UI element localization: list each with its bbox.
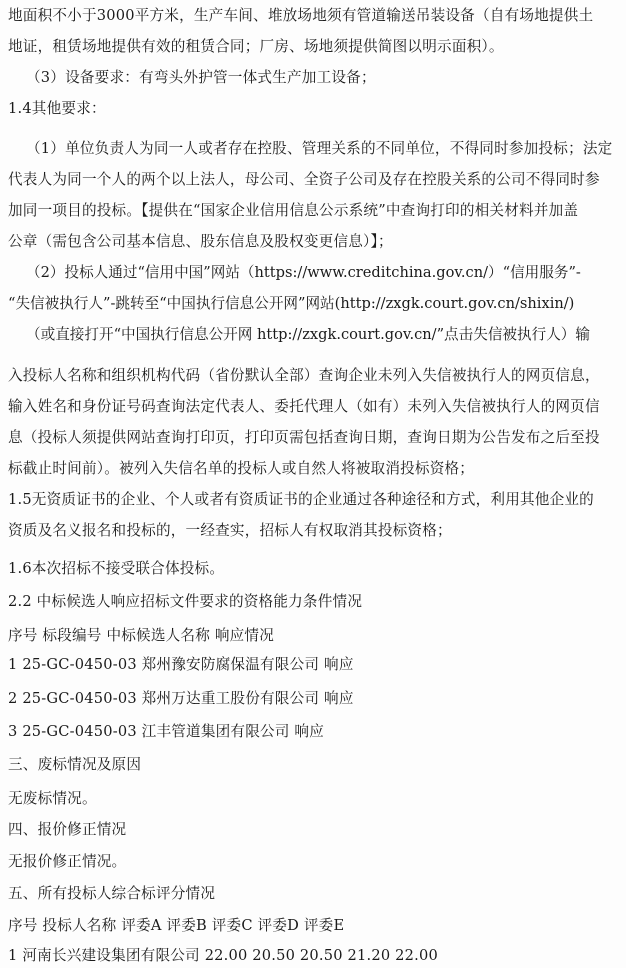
section-heading: 四、报价修正情况 [8, 821, 127, 838]
text-line: 标截止时间前）。被列入失信名单的投标人或自然人将被取消投标资格； [8, 460, 475, 477]
text-line: （3）设备要求：有弯头外护管一体式生产加工设备； [26, 69, 376, 86]
text-line: 资质及名义报名和投标的，一经查实，招标人有权取消其投标资格； [8, 522, 452, 539]
table-header: 序号 标段编号 中标候选人名称 响应情况 [8, 627, 275, 644]
text-line: 加同一项目的投标。【提供在“国家企业信用信息公示系统”中查询打印的相关材料并加盖 [8, 202, 579, 219]
text-line: （2）投标人通过“信用中国”网站（https://www.creditchina.gov.cn/）“信用服务”- [26, 264, 581, 281]
table-row: 1 25-GC-0450-03 郑州豫安防腐保温有限公司 响应 [8, 656, 354, 673]
section-heading: 2.2 中标候选人响应招标文件要求的资格能力条件情况 [8, 593, 363, 610]
section-heading: 五、所有投标人综合标评分情况 [8, 885, 216, 902]
text-line: 公章（需包含公司基本信息、股东信息及股权变更信息）】； [8, 233, 393, 250]
text-line: （或直接打开“中国执行信息公开网 http://zxgk.court.gov.cn/”点击失信被执行人）输 [26, 326, 590, 343]
text-line: 入投标人名称和组织机构代码（省份默认全部）查询企业未列入失信被执行人的网页信息， [8, 367, 600, 384]
table-header: 序号 投标人名称 评委A 评委B 评委C 评委D 评委E [8, 917, 345, 934]
text-line: 息（投标人须提供网站查询打印页，打印页需包括查询日期，查询日期为公告发布之后至投 [8, 429, 600, 446]
table-row: 1 河南长兴建设集团有限公司 22.00 20.50 20.50 21.20 22.00 [8, 947, 438, 964]
section-heading: 1.5无资质证书的企业、个人或者有资质证书的企业通过各种途径和方式，利用其他企业的 [8, 491, 594, 508]
text-line: 地面积不小于3000平方米，生产车间、堆放场地须有管道输送吊装设备（自有场地提供土 [8, 7, 594, 24]
text-line: 输入姓名和身份证号码查询法定代表人、委托代理人（如有）未列入失信被执行人的网页信 [8, 398, 600, 415]
text-line: （1）单位负责人为同一人或者存在控股、管理关系的不同单位，不得同时参加投标；法定 [26, 140, 613, 157]
section-heading: 1.4其他要求： [8, 100, 106, 117]
section-heading: 1.6本次招标不接受联合体投标。 [8, 560, 225, 577]
text-line: 无报价修正情况。 [8, 853, 127, 870]
text-line: “失信被执行人”-跳转至“中国执行信息公开网”网站(http://zxgk.court.gov.cn/shixin/) [8, 295, 575, 312]
text-line: 代表人为同一个人的两个以上法人，母公司、全资子公司及存在控股关系的公司不得同时参 [8, 171, 600, 188]
table-row: 2 25-GC-0450-03 郑州万达重工股份有限公司 响应 [8, 690, 354, 707]
text-line: 无废标情况。 [8, 790, 97, 807]
table-row: 3 25-GC-0450-03 江丰管道集团有限公司 响应 [8, 723, 325, 740]
text-line: 地证，租赁场地提供有效的租赁合同；厂房、场地须提供简图以明示面积）。 [8, 38, 504, 55]
section-heading: 三、废标情况及原因 [8, 756, 142, 773]
